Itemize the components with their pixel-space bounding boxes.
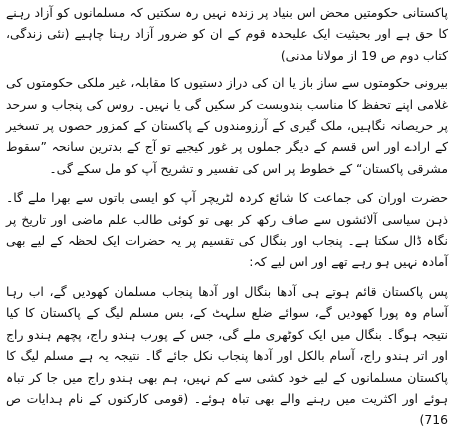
paragraph-4: پس پاکستان قائم ہوتے ہی آدھا بنگال اور آدھا پنجاب مسلمان کھودیں گے، اب رہا آسام وہ پورا کھودیں گے، سوائے ضلع سلہٹ کے، بس مسلم لیگ کے پاکستان کا کیا نتیجہ ہوگا۔ بنگال میں ایک کوٹھری ملے گی، جس کے پورب ہندو راج، پچھم ہندو راج اور اتر ہندو راج، آسام بالکل اور آدھا پنجاب نکل جائے گا۔ نتیجہ یہ ہے مسلم لیگ کا پاکستان مسلمانوں کے لیے خود کشی سے کم نہیں، ہم بھی ہندو راج میں جا کر تباہ ہوئے اور اکثریت میں رہنے والے بھی تباہ ہوئے۔ (قومی کارکنوں کے نام ہدایات ص 716) [6,283,448,428]
paragraph-3: حضرت اوران کی جماعت کا شائع کردہ لٹریچر آپ کو ایسی باتوں سے بھرا ملے گا۔ ذہن سیاسی آلائشوں سے صاف رکھ کر بھی تو کوئی طالب علم ماضی اور تاریخ پر نگاہ ڈال سکتا ہے۔ پنجاب اور بنگال کی تقسیم پر یہ حضرات ایک لحظہ کے لیے بھی آمادہ نہیں ہو رہے تھے اور اس لیے کہ: [6,190,448,270]
paragraph-1: پاکستانی حکومتیں محض اس بنیاد پر زندہ نہیں رہ سکتیں کہ مسلمانوں کو آزاد رہنے کا حق ہے اور بحیثیت ایک علیحدہ قوم کے ان کو ضرور آزاد رہنا چاہیے (نئی زندگی، کتاب دوم ص 19 از مولانا مدنی) [6,5,448,63]
paragraph-2: بیرونی حکومتوں سے ساز باز یا ان کی دراز دستیوں کا مقابلہ، غیر ملکی حکومتوں کی غلامی اپنے تحفظ کا مناسب بندوبست کر سکیں گی یا نہیں۔ روس کی پنجاب و سرحد پر حریصانہ نگاہیں، ملک گیری کے آرزومندوں کے پاکستان کے کمزور حصوں پر تسخیر کے ارادے اور اس قسم کے دیگر جملوں پر غور کیجیے تو آج کے بدترین سانحہ ”سقوط مشرقی پاکستان“ کے خطوط پر اس کی تفسیر و تشریح آپ کو مل سکے گی۔ [6,75,448,176]
